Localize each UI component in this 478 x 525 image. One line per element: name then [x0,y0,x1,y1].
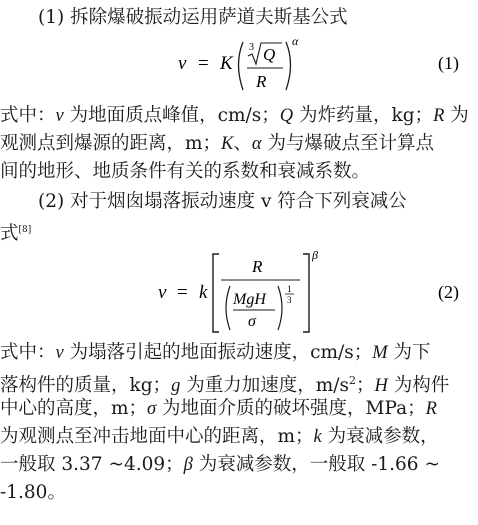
var-K: K [221,134,234,154]
eq2-equals: = [177,282,188,303]
equation-2 [0,246,478,336]
eq1-R: R [256,72,267,91]
eq2-right-bracket [303,254,309,332]
eq1-equals: = [198,53,209,74]
var-sigma: σ [147,399,157,419]
var-M: M [372,343,388,363]
eq1-exponent: α [292,34,299,48]
eq1-K: K [220,53,233,74]
var-v: v [55,343,64,363]
eq2-left-bracket [213,254,219,332]
var-alpha: α [251,134,262,154]
heading-sadovsky-formula: (1) 拆除爆破振动运用萨道夫斯基公式 [38,7,348,28]
var-H: H [374,376,388,396]
var-g: g [171,376,181,396]
eq2-MgH: MgH [233,291,266,308]
para1-line-2: 观测点到爆源的距离，m；K、α 为与爆破点至计算点 [0,133,435,154]
heading-collapse-formula-cont: 式[8] [0,223,32,244]
eq2-inner-left-paren [226,286,230,330]
eq2-exponent: β [312,248,318,262]
eq2-exp-den: 3 [287,295,292,305]
para2-line-1: 式中：v 为塌落引起的地面振动速度，cm/s；M 为下 [0,342,431,363]
eq1-lhs: v [178,53,187,74]
para1-line-1: 式中：v 为地面质点峰值，cm/s；Q 为炸药量，kg；R 为 [0,105,469,126]
eq1-root-index: 3 [249,42,254,53]
eq2-lhs: v [158,282,167,303]
para1-line-3: 间的地形、地质条件有关的系数和衰减系数。 [0,161,371,182]
heading-collapse-formula: (2) 对于烟囱塌落振动速度 v 符合下列衰减公 [38,191,407,212]
para2-line-5: 一般取 3.37 ~4.09；β 为衰减参数，一般取 -1.66 ~ [0,454,440,475]
eq2-k: k [199,282,208,303]
eq1-Q: Q [263,45,276,64]
eq2-inner-right-paren [278,286,282,330]
var-beta: β [183,455,193,475]
eq2-sigma: σ [248,313,256,330]
eq2-number: (2) [438,282,459,302]
eq1-left-paren [239,42,244,90]
eq2-R: R [252,257,263,276]
superscript-2: 2 [348,374,356,387]
equation-2-svg [0,246,478,336]
var-Q: Q [279,106,294,126]
para2-line-4: 为观测点至冲击地面中心的距离，m；k 为衰减参数， [0,426,439,447]
var-v: v [55,106,64,126]
para2-line-2: 落构件的质量，kg；g 为重力加速度，$m/s^2$；H 为构件 [0,374,450,396]
var-k: k [313,427,322,447]
var-R: R [425,399,437,419]
citation-ref: [8] [18,225,32,235]
equation-1 [0,34,478,104]
para2-line-6: -1.80。 [0,482,66,503]
eq2-exp-num: 1 [287,284,292,294]
var-R: R [433,106,445,126]
eq1-right-paren [286,42,291,90]
para2-line-3: 中心的高度，m；σ 为地面介质的破坏强度，MPa；R [0,398,437,419]
eq1-number: (1) [438,53,459,73]
equation-1-svg [0,34,478,104]
